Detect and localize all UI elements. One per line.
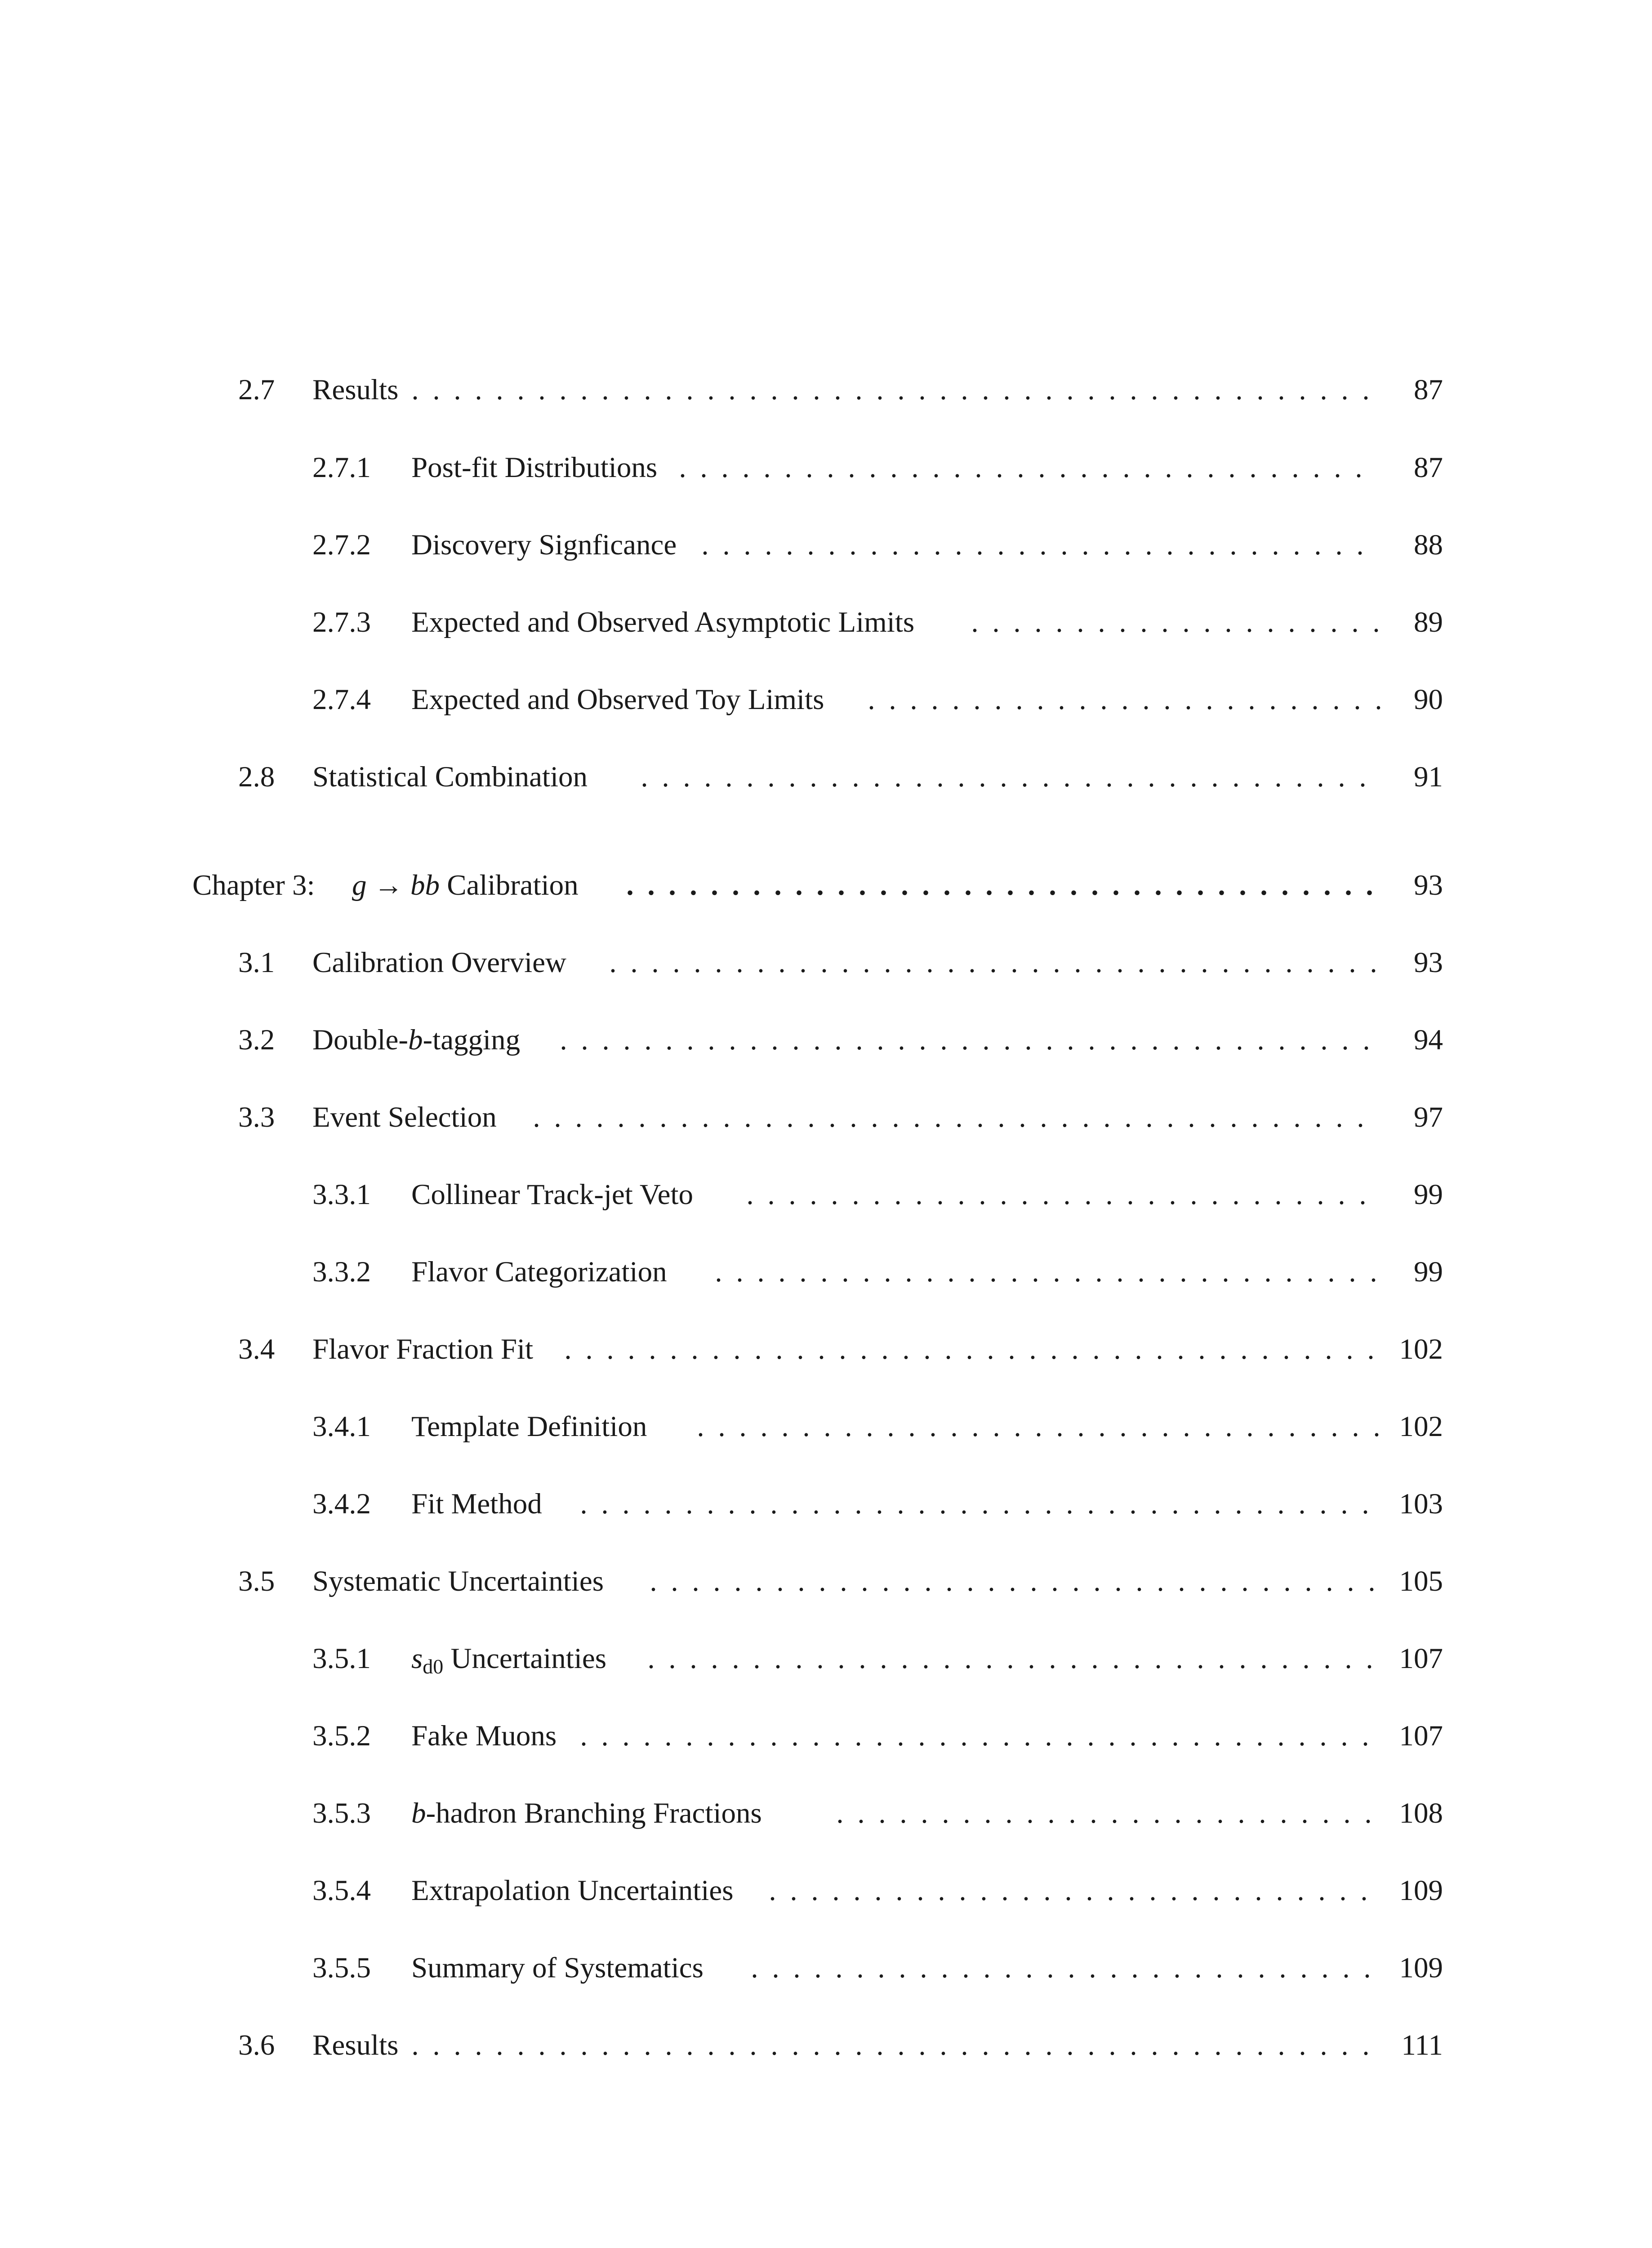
- dot-leader: . . . . . . . . . . . . . . . . . . . . . . . . . . . . . . . . . . . . . . . . . . . . . .: [411, 2029, 1370, 2061]
- entry-title: Summary of Systematics: [411, 1948, 712, 1988]
- entry-title: Expected and Observed Asymptotic Limits: [411, 602, 922, 642]
- entry-title: Event Selection: [312, 1097, 505, 1137]
- entry-title-text: Calibration: [447, 869, 579, 901]
- entry-page-number: 107: [1393, 1638, 1443, 1679]
- d0-subscript: d0: [423, 1655, 444, 1678]
- entry-number: 3.5.4: [312, 1874, 371, 1907]
- entry-number: 3.5.1: [312, 1642, 371, 1675]
- entry-page-number: 102: [1393, 1406, 1443, 1447]
- entry-title: Statistical Combination: [312, 757, 596, 797]
- entry-number: 3.6: [238, 2029, 275, 2061]
- entry-number: 2.7.3: [312, 606, 371, 638]
- entry-number: 3.3.1: [312, 1178, 371, 1211]
- toc-entry-section[interactable]: [238, 1329, 1443, 1369]
- bb-symbol: bb: [410, 869, 440, 901]
- s-symbol: s: [411, 1642, 423, 1675]
- toc-entry-subsection[interactable]: [312, 1638, 1443, 1679]
- entry-title: Collinear Track-jet Veto: [411, 1174, 701, 1215]
- entry-number: 3.3: [238, 1101, 275, 1133]
- dot-leader: . . . . . . . . . . . . . . . . . . . . . . . . .: [868, 683, 1382, 716]
- entry-number: 3.4.2: [312, 1488, 371, 1520]
- entry-title: Discovery Signficance: [411, 525, 685, 565]
- entry-page-number: 90: [1407, 679, 1443, 720]
- entry-page-number: 102: [1393, 1329, 1443, 1369]
- entry-page-number: 97: [1407, 1097, 1443, 1137]
- entry-page-number: 107: [1393, 1716, 1443, 1756]
- toc-entry-subsection[interactable]: [312, 1716, 1443, 1756]
- entry-page-number: 103: [1393, 1484, 1443, 1524]
- toc-entry-subsection[interactable]: [312, 1174, 1443, 1215]
- dot-leader: . . . . . . . . . . . . . . . . . . . . . . . . . . . . . .: [746, 1178, 1367, 1211]
- entry-number: 2.8: [238, 761, 275, 793]
- dot-leader: . . . . . . . . . . . . . . . . . . . . . . . . . . . . . . . .: [701, 529, 1364, 561]
- toc-entry-chapter[interactable]: [192, 865, 1443, 905]
- dot-leader: . . . . . . . . . . . . . . . . . . . .: [971, 606, 1380, 638]
- entry-title: Calibration Overview: [312, 942, 574, 983]
- dot-leader: . . . . . . . . . . . . . . . . . . . . . . . . . . . . . . . . . . . . . .: [580, 1488, 1369, 1520]
- entry-title: Results: [312, 2025, 406, 2065]
- entry-page-number: 87: [1407, 447, 1443, 488]
- entry-number: 3.5.5: [312, 1952, 371, 1984]
- dot-leader: . . . . . . . . . . . . . . . . . . . . . . . . . . . . . . . . . . . .: [626, 869, 1373, 901]
- entry-page-number: 89: [1407, 602, 1443, 642]
- entry-title: [411, 1638, 614, 1687]
- entry-page-number: 93: [1407, 942, 1443, 983]
- entry-page-number: 94: [1407, 1020, 1443, 1060]
- entry-page-number: 99: [1407, 1252, 1443, 1292]
- entry-title: Systematic Uncertainties: [312, 1561, 612, 1601]
- toc-entry-subsection[interactable]: [312, 1948, 1443, 1988]
- dot-leader: . . . . . . . . . . . . . . . . . . . . . . . . . . . . . . . . . . .: [647, 1642, 1373, 1675]
- entry-number: 2.7.1: [312, 451, 371, 484]
- entry-page-number: 111: [1395, 2025, 1443, 2065]
- dot-leader: . . . . . . . . . . . . . . . . . . . . . . . . . . . . . . . . .: [679, 451, 1363, 484]
- entry-title-text: Uncertainties: [450, 1642, 607, 1675]
- b-symbol: b: [408, 1024, 423, 1056]
- toc-entry-section[interactable]: [238, 942, 1443, 983]
- dot-leader: . . . . . . . . . . . . . . . . . . . . . . . . . . . . . . . . . . . . . . . . . . . . . .: [411, 374, 1370, 406]
- dot-leader: . . . . . . . . . . . . . . . . . . . . . . . . . . . . . . . . . . .: [650, 1565, 1376, 1597]
- entry-title: Fit Method: [411, 1484, 550, 1524]
- entry-title: Template Definition: [411, 1406, 655, 1447]
- dot-leader: . . . . . . . . . . . . . . . . . . . . . . . . . . . . . . . . . . .: [641, 761, 1367, 793]
- toc-entry-subsection[interactable]: [312, 1406, 1443, 1447]
- entry-page-number: 99: [1407, 1174, 1443, 1215]
- entry-title: [411, 1793, 770, 1833]
- entry-title: Flavor Fraction Fit: [312, 1329, 541, 1369]
- entry-number: Chapter 3:: [192, 869, 315, 901]
- dot-leader: . . . . . . . . . . . . . . . . . . . . . . . . . .: [836, 1797, 1372, 1829]
- entry-number: 3.5.2: [312, 1720, 371, 1752]
- entry-number: 3.3.2: [312, 1256, 371, 1288]
- entry-page-number: 109: [1393, 1870, 1443, 1911]
- entry-title-text: -hadron Branching Fractions: [426, 1797, 762, 1829]
- toc-entry-subsection[interactable]: [312, 602, 1443, 642]
- entry-page-number: 93: [1407, 865, 1443, 905]
- entry-title: [352, 865, 587, 905]
- entry-number: 3.5.3: [312, 1797, 371, 1829]
- entry-title-suffix: -tagging: [423, 1024, 521, 1056]
- dot-leader: . . . . . . . . . . . . . . . . . . . . . . . . . . . . . . . . . . . . . . .: [564, 1333, 1375, 1365]
- toc-entry-subsection[interactable]: [312, 679, 1443, 720]
- entry-number: 3.2: [238, 1024, 275, 1056]
- entry-title-prefix: Double-: [312, 1024, 408, 1056]
- gluon-symbol: g: [352, 869, 367, 901]
- entry-number: 2.7.2: [312, 529, 371, 561]
- toc-entry-subsection[interactable]: [312, 1870, 1443, 1911]
- toc-entry-section[interactable]: [238, 2025, 1443, 2065]
- entry-title: [312, 1020, 528, 1060]
- entry-page-number: 87: [1407, 370, 1443, 410]
- entry-title: Flavor Categorization: [411, 1252, 675, 1292]
- dot-leader: . . . . . . . . . . . . . . . . . . . . . . . . . . . . . . . . . . . . .: [609, 946, 1377, 979]
- entry-number: 2.7: [238, 374, 275, 406]
- dot-leader: . . . . . . . . . . . . . . . . . . . . . . . . . . . . .: [769, 1874, 1368, 1907]
- dot-leader: . . . . . . . . . . . . . . . . . . . . . . . . . . . . . .: [751, 1952, 1371, 1984]
- toc-entry-section[interactable]: [238, 1561, 1443, 1601]
- toc-entry-section[interactable]: [238, 1020, 1443, 1060]
- entry-page-number: 91: [1407, 757, 1443, 797]
- toc-entry-section[interactable]: [238, 1097, 1443, 1137]
- entry-page-number: 108: [1393, 1793, 1443, 1833]
- arrow-symbol: →: [374, 869, 403, 901]
- dot-leader: . . . . . . . . . . . . . . . . . . . . . . . . . . . . . . . . . . . . . . .: [560, 1024, 1370, 1056]
- toc-entry-subsection[interactable]: [312, 1484, 1443, 1524]
- dot-leader: . . . . . . . . . . . . . . . . . . . . . . . . . . . . . . . . . . . . . . . .: [533, 1101, 1364, 1133]
- entry-page-number: 105: [1393, 1561, 1443, 1601]
- toc-entry-subsection[interactable]: [312, 1252, 1443, 1292]
- entry-title: Post-fit Distributions: [411, 447, 665, 488]
- entry-number: 3.1: [238, 946, 275, 979]
- toc-entry-section[interactable]: [238, 370, 1443, 410]
- entry-number: 3.5: [238, 1565, 275, 1597]
- toc-entry-section[interactable]: [238, 757, 1443, 797]
- dot-leader: . . . . . . . . . . . . . . . . . . . . . . . . . . . . . . . .: [715, 1256, 1377, 1288]
- entry-page-number: 109: [1393, 1948, 1443, 1988]
- entry-number: 3.4: [238, 1333, 275, 1365]
- dot-leader: . . . . . . . . . . . . . . . . . . . . . . . . . . . . . . . . .: [697, 1410, 1380, 1443]
- toc-entry-subsection[interactable]: [312, 447, 1443, 488]
- entry-title: Extrapolation Uncertainties: [411, 1870, 742, 1911]
- entry-title: Fake Muons: [411, 1716, 565, 1756]
- entry-title: Results: [312, 370, 406, 410]
- b-symbol: b: [411, 1797, 426, 1829]
- dot-leader: . . . . . . . . . . . . . . . . . . . . . . . . . . . . . . . . . . . . . .: [580, 1720, 1369, 1752]
- toc-entry-subsection[interactable]: [312, 1793, 1443, 1833]
- entry-page-number: 88: [1407, 525, 1443, 565]
- entry-number: 3.4.1: [312, 1410, 371, 1443]
- toc-entry-subsection[interactable]: [312, 525, 1443, 565]
- entry-title: Expected and Observed Toy Limits: [411, 679, 832, 720]
- entry-number: 2.7.4: [312, 683, 371, 716]
